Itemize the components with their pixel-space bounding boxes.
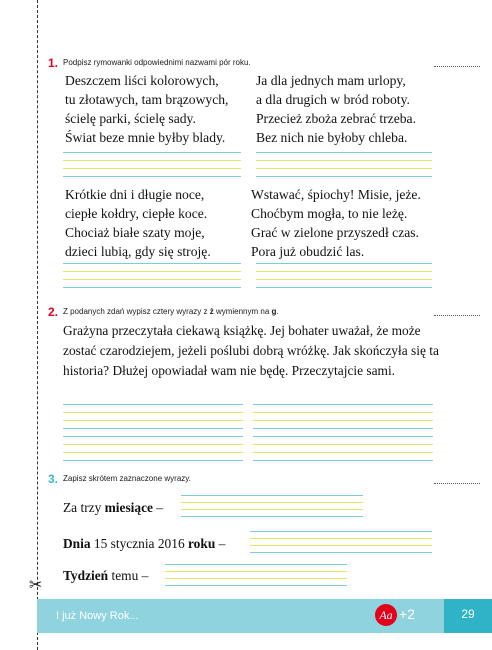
exercise-2-text: Grażyna przeczytała ciekawą książkę. Jej bohater uważał, że może zostać czarodziejem, jeżeli poślubi dobrą wróżkę. Jak skończyła się ta historia? Dłużej opowiadał wam nie będę. Przeczytajcie sami. bbox=[63, 323, 439, 378]
exercise-2-instruction: Z podanych zdań wypisz cztery wyrazy z ż wymiennym na g. bbox=[63, 307, 279, 316]
poem-line: Deszczem liści kolorowych, bbox=[65, 73, 219, 88]
poem-line: ciepłe kołdry, ciepłe koce. bbox=[65, 206, 208, 221]
poem-line: Chociaż białe szaty moje, bbox=[65, 225, 205, 240]
aa-logo-icon: Aa bbox=[375, 604, 397, 626]
answer-lines-1c[interactable] bbox=[63, 256, 241, 288]
poem-line: Świat beze mnie byłby blady. bbox=[65, 130, 226, 145]
answer-dots-3[interactable] bbox=[434, 483, 480, 484]
answer-dots-2[interactable] bbox=[434, 315, 480, 316]
answer-lines-2b[interactable] bbox=[253, 397, 433, 461]
poem-line: ścielę parki, ścielę sady. bbox=[65, 111, 196, 126]
poem-line: Krótkie dni i długie noce, bbox=[65, 187, 205, 202]
poem-autumn bbox=[65, 71, 228, 147]
page-footer bbox=[37, 599, 492, 633]
exercise-3-number: 3. bbox=[48, 472, 59, 486]
answer-field-2[interactable] bbox=[250, 525, 432, 553]
poem-winter bbox=[65, 185, 211, 261]
poem-spring bbox=[251, 185, 421, 261]
logo-plus-two: +2 bbox=[399, 606, 415, 622]
abbrev-line-3: Tydzień temu – bbox=[63, 568, 149, 583]
exercise-3-instruction: Zapisz skrótem zaznaczone wyrazy. bbox=[63, 474, 191, 483]
answer-lines-1a[interactable] bbox=[63, 145, 241, 177]
poem-line: Przecież zboża zebrać trzeba. bbox=[256, 111, 416, 126]
answer-lines-1d[interactable] bbox=[256, 256, 432, 288]
abbrev-line-2: Dnia 15 stycznia 2016 roku – bbox=[63, 536, 226, 551]
poem-line: Choćbym mogła, to nie leżę. bbox=[251, 206, 408, 221]
answer-field-3[interactable] bbox=[165, 558, 347, 586]
answer-field-1[interactable] bbox=[181, 489, 363, 517]
poem-line: Wstawać, śpiochy! Misie, jeże. bbox=[251, 187, 421, 202]
answer-lines-2a[interactable] bbox=[63, 397, 243, 461]
poem-line: dzieci lubią, gdy się stroję. bbox=[65, 244, 211, 259]
answer-lines-1b[interactable] bbox=[256, 145, 432, 177]
poem-line: tu złotawych, tam brązowych, bbox=[65, 92, 229, 107]
exercise-2-number: 2. bbox=[48, 305, 59, 319]
page-number: 29 bbox=[444, 599, 492, 633]
poem-line: Ja dla jednych mam urlopy, bbox=[256, 73, 406, 88]
poem-summer bbox=[256, 71, 416, 147]
chapter-title: I już Nowy Rok... bbox=[56, 610, 139, 622]
poem-line: a dla drugich w bród roboty. bbox=[256, 92, 410, 107]
answer-dots-1[interactable] bbox=[434, 66, 480, 67]
exercise-1-instruction: Podpisz rymowanki odpowiednimi nazwami pór roku. bbox=[63, 58, 251, 67]
scissors-icon: ✂ bbox=[29, 575, 43, 594]
poem-line: Grać w zielone przyszedł czas. bbox=[251, 225, 419, 240]
poem-line: Pora już obudzić las. bbox=[251, 244, 365, 259]
exercise-1-number: 1. bbox=[48, 56, 59, 70]
poem-line: Bez nich nie byłoby chleba. bbox=[256, 130, 408, 145]
abbrev-line-1: Za trzy miesiące – bbox=[63, 500, 164, 515]
cut-line bbox=[37, 0, 38, 650]
